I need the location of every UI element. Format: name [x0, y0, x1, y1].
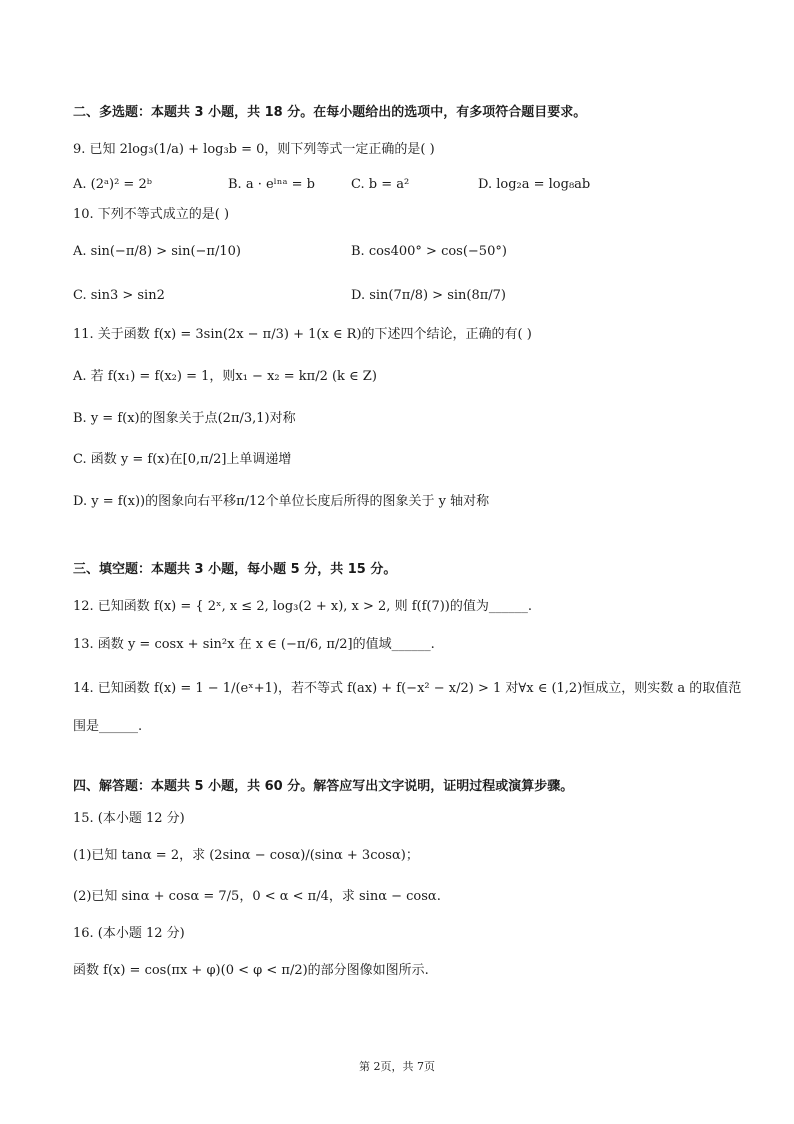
question-9-option-a: A. (2ᵃ)² = 2ᵇ: [73, 177, 152, 192]
question-16-title: 16. (本小题 12 分): [73, 926, 185, 941]
question-11-option-a: A. 若 f(x₁) = f(x₂) = 1，则x₁ − x₂ = kπ/2 (k ∈ Z): [73, 369, 377, 384]
question-14-line-2: 围是______.: [73, 719, 143, 734]
section-heading-answer: 四、解答题：本题共 5 小题，共 60 分。解答应写出文字说明，证明过程或演算步骤。: [73, 779, 574, 794]
question-9-option-b: B. a · eˡⁿᵃ = b: [228, 177, 315, 192]
question-13-stem: 13. 函数 y = cosx + sin²x 在 x ∈ (−π/6, π/2]的值域______.: [73, 637, 435, 652]
question-15-title: 15. (本小题 12 分): [73, 811, 185, 826]
question-10-option-c: C. sin3 > sin2: [73, 288, 165, 303]
question-16-stem: 函数 f(x) = cos(πx + φ)(0 < φ < π/2)的部分图像如图所示.: [73, 963, 429, 978]
question-14-line-1: 14. 已知函数 f(x) = 1 − 1/(eˣ+1)，若不等式 f(ax) + f(−x² − x/2) > 1 对∀x ∈ (1,2)恒成立，则实数 a 的取值范: [73, 681, 742, 696]
question-11-stem: 11. 关于函数 f(x) = 3sin(2x − π/3) + 1(x ∈ R)的下述四个结论，正确的有( ): [73, 327, 532, 342]
question-11-option-c: C. 函数 y = f(x)在[0,π/2]上单调递增: [73, 452, 292, 467]
question-12-stem: 12. 已知函数 f(x) = { 2ˣ, x ≤ 2, log₃(2 + x), x > 2, 则 f(f(7))的值为______.: [73, 599, 533, 614]
question-10-option-d: D. sin(7π/8) > sin(8π/7): [351, 288, 507, 303]
question-15-part-2: (2)已知 sinα + cosα = 7/5，0 < α < π/4，求 sinα − cosα.: [73, 889, 441, 904]
question-11-option-b: B. y = f(x)的图象关于点(2π/3,1)对称: [73, 411, 296, 426]
question-10-option-a: A. sin(−π/8) > sin(−π/10): [73, 244, 241, 259]
question-15-part-1: (1)已知 tanα = 2，求 (2sinα − cosα)/(sinα + 3cosα)；: [73, 848, 419, 863]
page-footer: 第 2页，共 7页: [359, 1060, 435, 1073]
question-11-option-d: D. y = f(x))的图象向右平移π/12个单位长度后所得的图象关于 y 轴对称: [73, 494, 490, 509]
question-10-stem: 10. 下列不等式成立的是( ): [73, 207, 230, 222]
section-heading-fill-in: 三、填空题：本题共 3 小题，每小题 5 分，共 15 分。: [73, 562, 397, 577]
question-10-option-b: B. cos400° > cos(−50°): [351, 244, 507, 259]
section-heading-multiple-choice: 二、多选题：本题共 3 小题，共 18 分。在每小题给出的选项中，有多项符合题目要求。: [73, 105, 587, 120]
question-9-stem: 9. 已知 2log₃(1/a) + log₃b = 0，则下列等式一定正确的是( ): [73, 142, 435, 157]
question-9-option-d: D. log₂a = log₈ab: [478, 177, 591, 192]
question-9-option-c: C. b = a²: [351, 177, 410, 192]
